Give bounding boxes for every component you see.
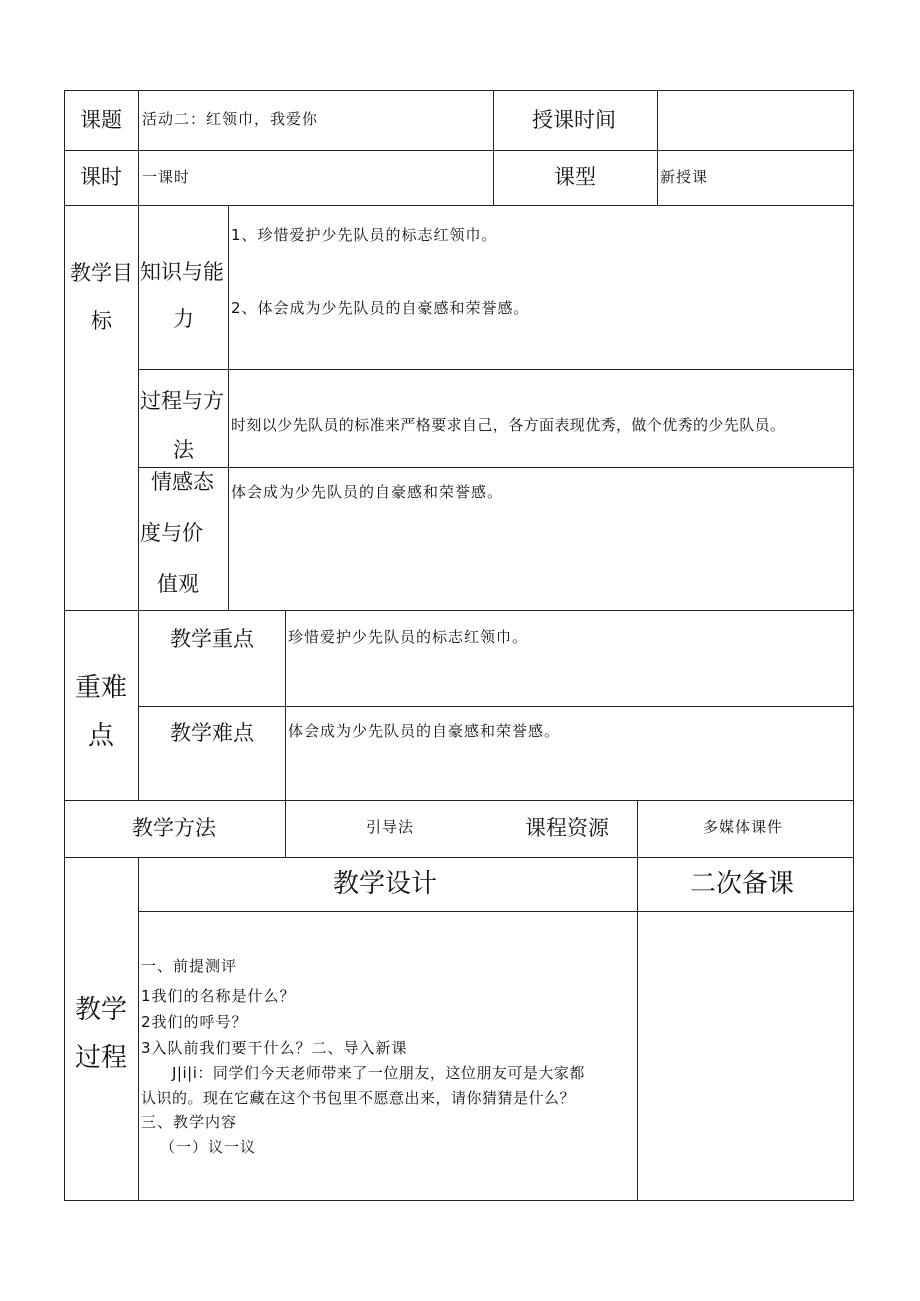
process-label-line2: 法: [173, 438, 194, 462]
process-line: 三、教学内容: [141, 1113, 238, 1131]
grid-line: [228, 205, 229, 610]
period-value: 一课时: [142, 168, 191, 186]
key-points-label-line2: 点: [88, 721, 115, 751]
method-label: 教学方法: [132, 816, 216, 840]
grid-line: [138, 857, 139, 1200]
process-line: 一、前提测评: [141, 957, 238, 975]
resource-value: 多媒体课件: [703, 818, 784, 836]
grid-line: [853, 90, 854, 1200]
process-line: 3入队前我们要干什么？二、导入新课: [141, 1039, 408, 1057]
emotion-label-line3: 值观: [157, 572, 199, 596]
grid-line: [138, 911, 854, 912]
grid-line: [64, 1200, 854, 1201]
grid-line: [138, 369, 854, 370]
grid-line: [64, 150, 854, 151]
grid-line: [64, 610, 854, 611]
grid-line: [637, 857, 638, 1200]
difficulty-label: 教学难点: [170, 721, 254, 745]
grid-line: [64, 800, 854, 801]
knowledge-item-1: 1、珍惜爱护少先队员的标志红领巾。: [231, 226, 498, 244]
knowledge-label-line1: 知识与能: [140, 260, 224, 284]
grid-line: [493, 90, 494, 205]
process-label-line1: 过程与方: [140, 389, 224, 413]
grid-line: [138, 467, 854, 468]
second-prep-header: 二次备课: [690, 869, 795, 899]
grid-line: [64, 205, 854, 206]
grid-line: [64, 90, 65, 1200]
period-label: 课时: [80, 165, 122, 189]
resource-label: 课程资源: [525, 816, 609, 840]
process-section-label-line2: 过程: [75, 1043, 128, 1073]
process-line: J|i|i：同学们今天老师带来了一位朋友，这位朋友可是大家都: [172, 1064, 585, 1082]
type-value: 新授课: [660, 168, 709, 186]
process-section-label-line1: 教学: [75, 995, 128, 1025]
objectives-label-line2: 标: [91, 309, 112, 333]
grid-line: [138, 706, 854, 707]
process-line: 1我们的名称是什么？: [141, 987, 296, 1005]
design-header: 教学设计: [333, 869, 438, 899]
knowledge-item-2: 2、体会成为少先队员的自豪感和荣誉感。: [231, 299, 530, 317]
key-points-label-line1: 重难: [75, 673, 128, 703]
focus-label: 教学重点: [170, 627, 254, 651]
topic-value: 活动二：红领巾，我爱你: [142, 110, 319, 128]
method-value: 引导法: [366, 818, 415, 836]
grid-line: [138, 90, 139, 610]
emotion-text: 体会成为少先队员的自豪感和荣誉感。: [231, 483, 504, 501]
grid-line: [637, 800, 638, 857]
grid-line: [285, 610, 286, 857]
objectives-label-line1: 教学目: [70, 261, 133, 285]
time-label: 授课时间: [532, 108, 616, 132]
process-line: （一）议一议: [160, 1138, 257, 1156]
process-line: 认识的。现在它藏在这个书包里不愿意出来，请你猜猜是什么？: [141, 1089, 576, 1107]
knowledge-label-line2: 力: [173, 307, 194, 331]
grid-line: [64, 90, 854, 91]
grid-line: [64, 857, 854, 858]
type-label: 课型: [554, 165, 596, 189]
process-text: 时刻以少先队员的标准来严格要求自己，各方面表现优秀，做个优秀的少先队员。: [231, 416, 786, 434]
emotion-label-line1: 情感态: [151, 470, 214, 494]
emotion-label-line2: 度与价: [140, 521, 203, 545]
focus-text: 珍惜爱护少先队员的标志红领巾。: [288, 628, 529, 646]
grid-line: [657, 90, 658, 205]
grid-line: [138, 610, 139, 800]
difficulty-text: 体会成为少先队员的自豪感和荣誉感。: [288, 722, 561, 740]
topic-label: 课题: [80, 108, 122, 132]
process-line: 2我们的呼号？: [141, 1013, 248, 1031]
